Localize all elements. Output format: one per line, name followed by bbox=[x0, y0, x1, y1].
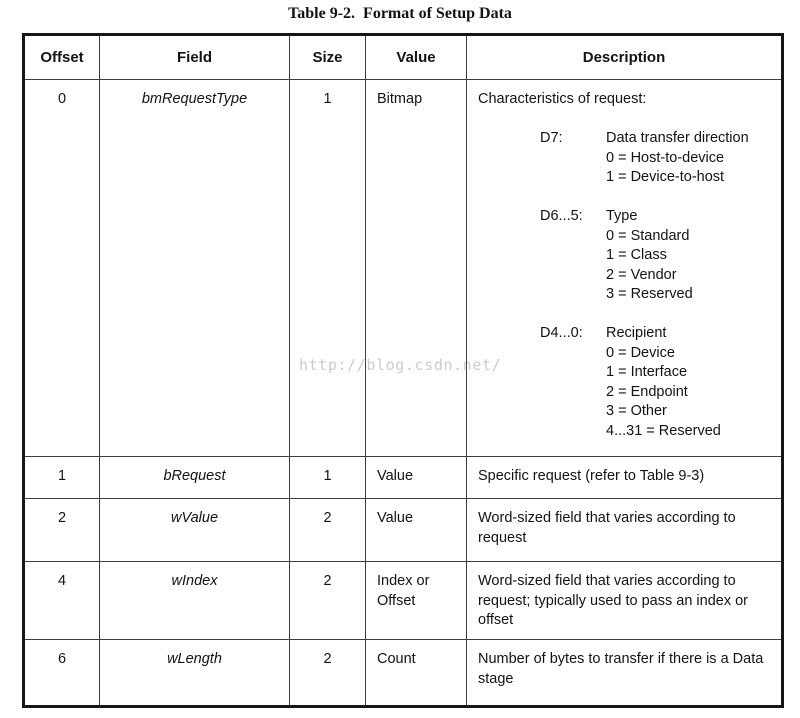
bit-group-label: D7: bbox=[540, 130, 563, 146]
table-row-wlength bbox=[24, 640, 783, 707]
field-cell: bRequest bbox=[100, 457, 290, 499]
table-row-bmrequesttype bbox=[24, 80, 783, 457]
bit-line: 3 = Other bbox=[606, 403, 667, 419]
bit-line: 0 = Standard bbox=[606, 227, 690, 244]
bit-group-label: D6...5: bbox=[540, 208, 583, 224]
bit-line: Recipient bbox=[606, 325, 667, 341]
size-cell: 1 bbox=[290, 457, 366, 499]
column-header-size: Size bbox=[290, 35, 366, 80]
table-row-windex bbox=[24, 562, 783, 640]
table-row-wvalue bbox=[24, 499, 783, 562]
offset-cell: 6 bbox=[24, 640, 100, 707]
value-cell: Index or Offset bbox=[366, 562, 467, 640]
column-header-value: Value bbox=[366, 35, 467, 80]
size-cell: 1 bbox=[290, 80, 366, 457]
value-cell: Value bbox=[366, 457, 467, 499]
bit-group-lines bbox=[606, 324, 772, 441]
bit-group-d6-5 bbox=[478, 207, 772, 305]
bit-group-d4-0 bbox=[478, 324, 772, 441]
field-cell: bmRequestType bbox=[100, 80, 290, 457]
bit-group-label: D4...0: bbox=[540, 325, 583, 341]
page-title: Table 9-2. Format of Setup Data bbox=[288, 5, 512, 22]
bit-line: Data transfer direction bbox=[606, 130, 749, 146]
value-cell: Count bbox=[366, 640, 467, 707]
description-cell: Word-sized field that varies according to request bbox=[467, 499, 783, 562]
bit-line: Type bbox=[606, 208, 638, 224]
offset-cell: 1 bbox=[24, 457, 100, 499]
bit-line: 1 = Interface bbox=[606, 364, 688, 380]
watermark-text: http://blog.csdn.net/ bbox=[299, 356, 502, 374]
description-cell: Number of bytes to transfer if there is a Data stage bbox=[467, 640, 783, 707]
offset-cell: 0 bbox=[24, 80, 100, 457]
bit-group-lines bbox=[606, 207, 772, 305]
bit-line: 0 = Host-to-device bbox=[606, 149, 725, 166]
bit-line: 1 = Class bbox=[606, 247, 667, 263]
table-row-brequest bbox=[24, 457, 783, 499]
size-cell: 2 bbox=[290, 640, 366, 707]
bit-group-d7 bbox=[478, 129, 772, 188]
bit-line: 0 = Device bbox=[606, 344, 675, 361]
size-cell: 2 bbox=[290, 562, 366, 640]
bit-line: 2 = Vendor bbox=[606, 266, 677, 283]
value-cell: Value bbox=[366, 499, 467, 562]
field-cell: wLength bbox=[100, 640, 290, 707]
description-cell: Specific request (refer to Table 9-3) bbox=[467, 457, 783, 499]
offset-cell: 4 bbox=[24, 562, 100, 640]
bit-line: 3 = Reserved bbox=[606, 286, 693, 302]
header-row bbox=[24, 35, 783, 80]
bit-line: 2 = Endpoint bbox=[606, 383, 688, 400]
setup-data-table bbox=[22, 33, 784, 708]
column-header-description: Description bbox=[467, 35, 783, 80]
size-cell: 2 bbox=[290, 499, 366, 562]
description-cell bbox=[467, 80, 783, 457]
column-header-field: Field bbox=[100, 35, 290, 80]
offset-cell: 2 bbox=[24, 499, 100, 562]
field-cell: wValue bbox=[100, 499, 290, 562]
field-cell: wIndex bbox=[100, 562, 290, 640]
bit-group-lines bbox=[606, 129, 772, 188]
bit-line: 1 = Device-to-host bbox=[606, 169, 725, 185]
value-cell: Bitmap bbox=[366, 80, 467, 457]
column-header-offset: Offset bbox=[24, 35, 100, 80]
bit-line: 4...31 = Reserved bbox=[606, 422, 721, 439]
description-intro: Characteristics of request: bbox=[478, 91, 647, 107]
description-cell: Word-sized field that varies according to request; typically used to pass an index or offset bbox=[467, 562, 783, 640]
